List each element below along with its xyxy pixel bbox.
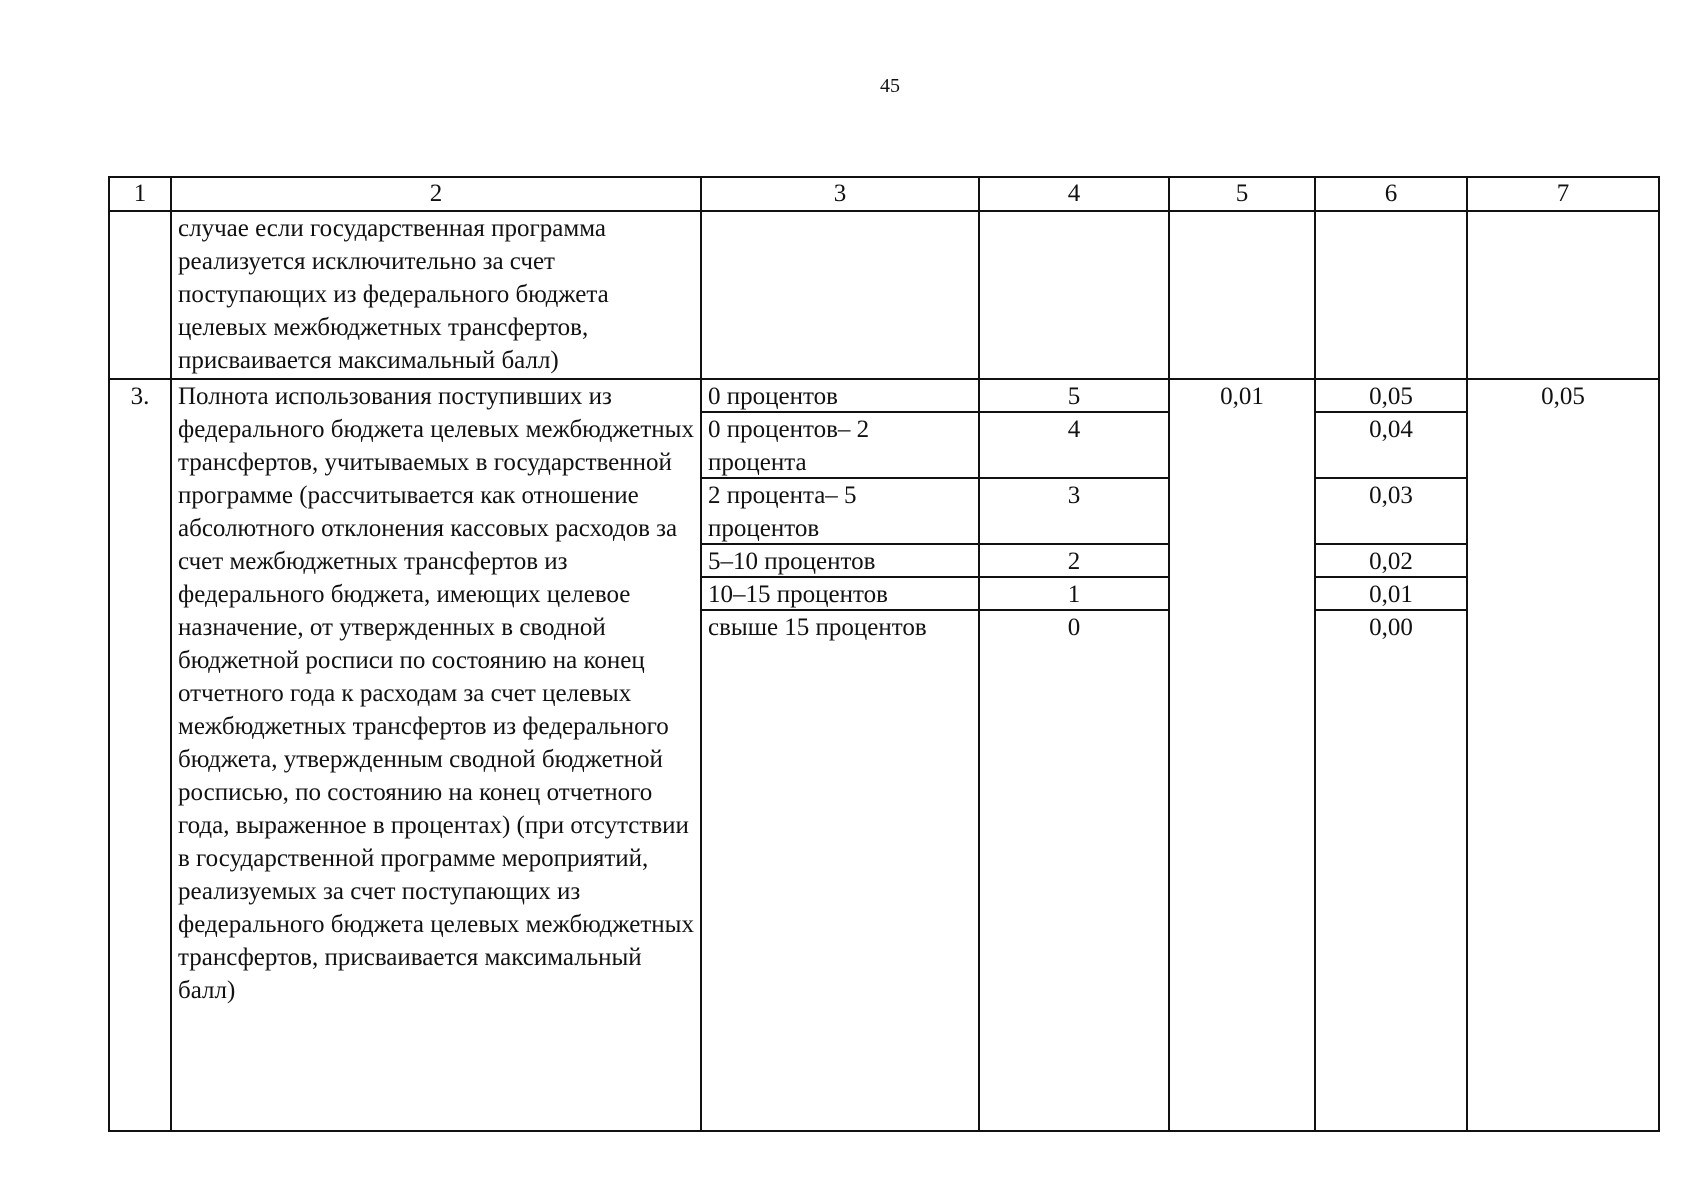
range-cell: 5–10 процентов <box>702 545 978 578</box>
row-number: 3. <box>109 379 171 1131</box>
range-column <box>701 379 979 1131</box>
criterion-description: Полнота использования поступивших из федерального бюджета целевых межбюджетных трансфертов, учитываемых в государственной программе (рассчитывается как отношение абсолютного отклонения кассовых расходов за счет межбюджетных трансфертов из федерального бюджета, имеющих целевое назначение, от утвержденных в сводной бюджетной росписи по состоянию на конец отчетного года к расходам за счет целевых межбюджетных трансфертов из федерального бюджета, утвержденным сводной бюджетной росписью, по состоянию на конец отчетного года, выраженное в процентах) (при отсутствии в государственной программе мероприятий, реализуемых за счет поступающих из федерального бюджета целевых межбюджетных трансфертов, присваивается максимальный балл) <box>171 379 701 1131</box>
header-cell: 4 <box>979 177 1169 211</box>
weighted-cell: 0,05 <box>1316 380 1466 413</box>
weighted-cell: 0,04 <box>1316 413 1466 479</box>
header-cell: 3 <box>701 177 979 211</box>
score-cell: 5 <box>980 380 1168 413</box>
score-cell: 2 <box>980 545 1168 578</box>
range-cell: свыше 15 процентов <box>708 614 927 641</box>
page-number: 45 <box>880 75 900 97</box>
score-cell: 1 <box>980 578 1168 611</box>
table-row <box>109 379 1659 1131</box>
continuation-row <box>109 211 1659 379</box>
weighted-cell: 0,03 <box>1316 479 1466 545</box>
header-cell: 7 <box>1467 177 1659 211</box>
empty-cell <box>1169 211 1315 379</box>
range-cell: 0 процентов– 2 процента <box>702 413 978 479</box>
empty-cell <box>979 211 1169 379</box>
header-row <box>109 177 1659 211</box>
weighted-column <box>1315 379 1467 1131</box>
row-number-cell <box>109 211 171 379</box>
weight-cell: 0,01 <box>1169 379 1315 1131</box>
weighted-cell: 0,01 <box>1316 578 1466 611</box>
max-value-cell: 0,05 <box>1467 379 1659 1131</box>
criteria-table <box>108 176 1660 1132</box>
header-cell: 1 <box>109 177 171 211</box>
header-cell: 6 <box>1315 177 1467 211</box>
weighted-cell: 0,00 <box>1369 614 1413 641</box>
header-cell: 5 <box>1169 177 1315 211</box>
empty-cell <box>1315 211 1467 379</box>
score-column <box>979 379 1169 1131</box>
criterion-description: случае если государственная программа реализуется исключительно за счет поступающих из федерального бюджета целевых межбюджетных трансфертов, присваивается максимальный балл) <box>171 211 701 379</box>
score-cell: 3 <box>980 479 1168 545</box>
empty-cell <box>1467 211 1659 379</box>
score-cell: 4 <box>980 413 1168 479</box>
range-cell: 10–15 процентов <box>702 578 978 611</box>
header-cell: 2 <box>171 177 701 211</box>
empty-cell <box>701 211 979 379</box>
score-cell: 0 <box>1067 614 1081 641</box>
range-cell: 0 процентов <box>702 380 978 413</box>
weighted-cell: 0,02 <box>1316 545 1466 578</box>
range-cell: 2 процента– 5 процентов <box>702 479 978 545</box>
